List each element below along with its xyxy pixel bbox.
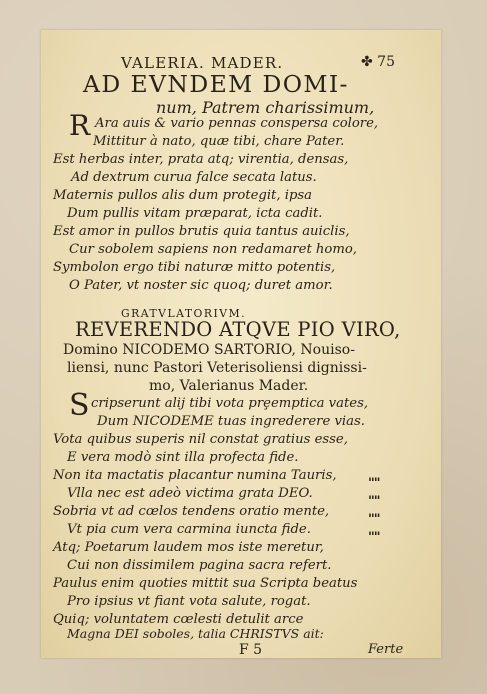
verse-line: Est amor in pullos brutis quia tantus auiclis, bbox=[53, 224, 350, 239]
verse-line: Non ita mactatis placantur numina Tauris, bbox=[53, 468, 337, 483]
poem-subtitle: num, Patrem charissimum, bbox=[156, 98, 375, 117]
verse-line: Atq; Poetarum laudem mos iste meretur, bbox=[53, 540, 324, 555]
verse-line: Dum pullis vitam præparat, icta cadit. bbox=[67, 206, 323, 221]
section-heading: GRATVLATORIVM. bbox=[121, 307, 247, 320]
verse-line: Cur sobolem sapiens non redamaret homo, bbox=[69, 242, 358, 257]
poem-title: AD EVNDEM DOMI- bbox=[83, 70, 349, 98]
verse-line: Est herbas inter, prata atq; virentia, densas, bbox=[53, 152, 349, 167]
drop-cap: R bbox=[69, 109, 91, 142]
verse-line: Quiq; voluntatem cœlesti detulit arce bbox=[53, 612, 304, 627]
verse-line: Pro ipsius vt fiant vota salute, rogat. bbox=[67, 594, 311, 609]
book-page bbox=[41, 30, 441, 658]
verse-line: Maternis pullos alis dum protegit, ipsa bbox=[53, 188, 313, 203]
page-number: ✤ 75 bbox=[361, 54, 395, 70]
verse-line: Vota quibus superis nil constat gratius esse, bbox=[53, 432, 348, 447]
verse-line: Magna DEI soboles, talia CHRISTVS ait: bbox=[67, 626, 324, 641]
verse-line: Ara auis & vario pennas conspersa colore, bbox=[95, 116, 379, 131]
catchword: Ferte bbox=[368, 642, 404, 657]
verse-line: Sobria vt ad cœlos tendens oratio mente, bbox=[53, 504, 330, 519]
verse-line: E vera modò sint illa profecta fide. bbox=[67, 450, 299, 465]
quotation-mark: "" bbox=[368, 512, 380, 527]
quotation-mark: "" bbox=[368, 530, 380, 545]
dedication-title: REVERENDO ATQVE PIO VIRO, bbox=[75, 318, 401, 341]
quotation-mark: "" bbox=[368, 476, 380, 491]
running-head: VALERIA. MADER. bbox=[121, 54, 284, 72]
dedication-line: liensi, nunc Pastori Veterisoliensi dignissi- bbox=[67, 360, 367, 376]
verse-line: Symbolon ergo tibi naturæ mitto potentis, bbox=[53, 260, 336, 275]
verse-line: cripserunt alij tibi vota prȩemptica vates, bbox=[91, 396, 369, 411]
verse-line: Vt pia cum vera carmina iuncta fide. bbox=[67, 522, 311, 537]
dedication-line: Domino NICODEMO SARTORIO, Nouiso- bbox=[63, 342, 355, 358]
verse-line: Ad dextrum curua falce secata latus. bbox=[71, 170, 317, 185]
verse-line: Vlla nec est adeò victima grata DEO. bbox=[67, 486, 313, 501]
verse-line: Paulus enim quoties mittit sua Scripta beatus bbox=[53, 576, 358, 591]
quotation-mark: "" bbox=[368, 494, 380, 509]
verse-line: Cui non dissimilem pagina sacra refert. bbox=[67, 558, 332, 573]
signature-mark: F 5 bbox=[239, 642, 263, 658]
dedication-line: mo, Valerianus Mader. bbox=[149, 378, 309, 394]
drop-cap: S bbox=[69, 388, 90, 423]
verse-line: Mittitur à nato, quæ tibi, chare Pater. bbox=[93, 134, 345, 149]
verse-line: Dum NICODEME tuas ingrederere vias. bbox=[97, 414, 365, 429]
verse-line: O Pater, vt noster sic quoq; duret amor. bbox=[69, 278, 333, 293]
